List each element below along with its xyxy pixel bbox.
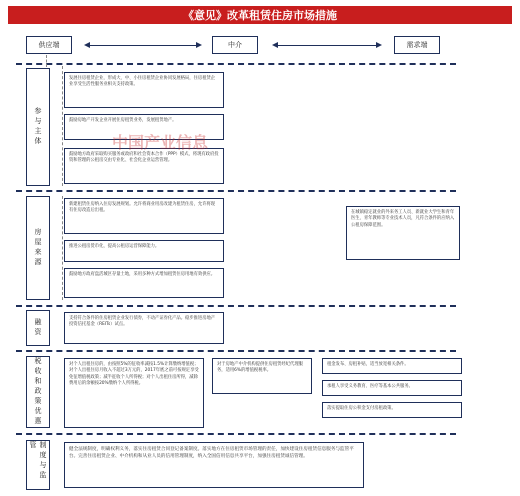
tax-right-item-3: 落实提取住房公积金支付房租政策。 bbox=[322, 402, 462, 418]
sources-label-box bbox=[26, 196, 50, 300]
divider bbox=[16, 350, 456, 352]
connector-line bbox=[62, 196, 63, 300]
tax-item-1: 对个人出租住房的，由按照5%的征收率减按1.5%计算缴纳增值税；对个人出租住房月收入不超过3万元的，2017年底之前可按规定享受免征增值税政策；减半征收个人所得税；对个人出租住房所得，减除费用后的余额按20%缴纳个人所得税。 bbox=[64, 358, 204, 428]
finance-label: 融资 bbox=[34, 318, 42, 338]
intermediary-box bbox=[212, 36, 258, 54]
sources-item-2: 推进公租房货币化，提高公租房运营保障能力。 bbox=[64, 240, 224, 262]
divider bbox=[16, 63, 456, 65]
sources-item-3: 鼓励地方政府盘活城区存量土地，采用多种方式增加租赁住房用地有效供应。 bbox=[64, 268, 224, 298]
regulation-text-box: 健全法规制度，明确权利义务，落实住房租赁合同登记备案制度。落实地方在住房租赁市场管理的责任，加快建设住房租赁信息服务与监管平台。完善住房租赁企业、中介机构和从业人员的信用管理制度，纳入全国信用信息共享平台，加强住房租赁诚信管理。 bbox=[64, 442, 364, 488]
divider bbox=[16, 433, 456, 435]
divider bbox=[16, 190, 456, 192]
supply-side-label: 供应端 bbox=[38, 41, 60, 49]
participants-label: 参与主体 bbox=[34, 107, 42, 147]
intermediary-label: 中介 bbox=[228, 41, 242, 49]
tax-label-box bbox=[26, 356, 50, 428]
arrow-right-head-icon bbox=[196, 42, 202, 48]
watermark-text: 中国产业信息 bbox=[112, 133, 209, 152]
arrow-middle-demand bbox=[274, 45, 378, 46]
connector-line bbox=[46, 55, 47, 67]
page-title: 《意见》改革租赁住房市场措施 bbox=[8, 6, 512, 24]
tax-right-item-2: 承租人享受义务教育、医疗等基本公共服务。 bbox=[322, 380, 462, 396]
sources-label: 房屋来源 bbox=[34, 228, 42, 268]
participants-label-box bbox=[26, 68, 50, 186]
demand-side-label: 需求端 bbox=[406, 41, 428, 49]
participants-item-1: 发展住房租赁企业，形成大、中、小住房租赁企业协同发展格局，住房租赁企业享受生活性服务业相关支持政策。 bbox=[64, 72, 224, 108]
participants-item-3: 鼓励地方政府采取购买服务或政府和社会资本合作（PPP）模式，将现有政府投资和管理的公租房交由专业化、社会化企业运营管理。 bbox=[64, 148, 224, 184]
tax-label: 税收和政策优惠 bbox=[34, 357, 42, 427]
finance-label-box bbox=[26, 310, 50, 346]
supply-side-box bbox=[26, 36, 72, 54]
regulation-label-box bbox=[26, 440, 50, 490]
sources-item-1: 新建租赁住房纳入住房发展规划。允许将商业用房改建为租赁住房，允许将现有住房改造后出租。 bbox=[64, 198, 224, 234]
divider bbox=[16, 305, 456, 307]
arrow-right-head-icon bbox=[376, 42, 382, 48]
participants-item-2: 鼓励房地产开发企业开展住房租赁业务，发展租赁地产。 bbox=[64, 114, 224, 140]
demand-side-box bbox=[394, 36, 440, 54]
arrow-left-head-icon bbox=[272, 42, 278, 48]
connector-line bbox=[62, 66, 63, 186]
regulation-label: 制度与监管 bbox=[29, 441, 47, 481]
arrow-supply-middle bbox=[86, 45, 198, 46]
arrow-left-head-icon bbox=[84, 42, 90, 48]
tax-item-2: 对于房地产中介机构提供住房租赁经纪代理服务，适用6%的增值税税率。 bbox=[212, 358, 312, 394]
tax-right-item-1: 租金发布、房租补贴，适当放宽相关条件。 bbox=[322, 358, 462, 374]
sources-side-note: 在城镇稳定就业的外来务工人员、新就业大学生和青年医生、青年教师等专业技术人员，凡符合条件的应纳入公租房保障范围。 bbox=[346, 206, 460, 260]
finance-item-1: 支持符合条件的住房租赁企业发行债券，不动产证券化产品。稳步推进房地产投资信托基金（REITs）试点。 bbox=[64, 312, 224, 344]
